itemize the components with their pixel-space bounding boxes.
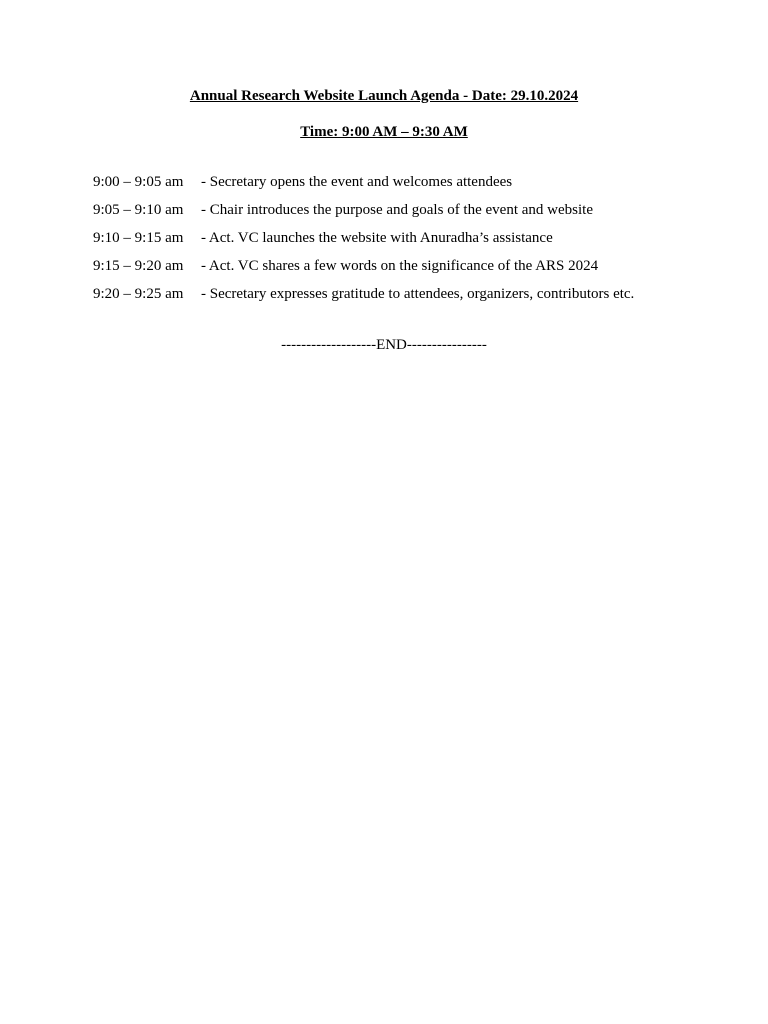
end-marker: -------------------END---------------- <box>281 337 487 353</box>
agenda-row <box>93 252 733 280</box>
agenda-row <box>93 196 733 224</box>
document-title: Annual Research Website Launch Agenda - Date: 29.10.2024 <box>189 88 579 104</box>
agenda-time: 9:15 – 9:20 am <box>93 257 184 274</box>
agenda-list <box>93 168 733 308</box>
agenda-row <box>93 224 733 252</box>
agenda-item: - Secretary expresses gratitude to attendees, organizers, contributors etc. <box>201 285 635 302</box>
agenda-item: - Act. VC launches the website with Anuradha’s assistance <box>201 229 553 246</box>
time-heading: Time: 9:00 AM – 9:30 AM <box>300 124 468 140</box>
agenda-time: 9:05 – 9:10 am <box>93 201 184 218</box>
agenda-item: - Chair introduces the purpose and goals of the event and website <box>201 201 593 218</box>
agenda-time: 9:20 – 9:25 am <box>93 285 184 302</box>
agenda-item: - Act. VC shares a few words on the significance of the ARS 2024 <box>201 257 599 274</box>
agenda-time: 9:10 – 9:15 am <box>93 229 184 246</box>
agenda-time: 9:00 – 9:05 am <box>93 173 184 190</box>
agenda-item: - Secretary opens the event and welcomes attendees <box>201 173 513 190</box>
agenda-row <box>93 280 733 308</box>
agenda-row <box>93 168 733 196</box>
